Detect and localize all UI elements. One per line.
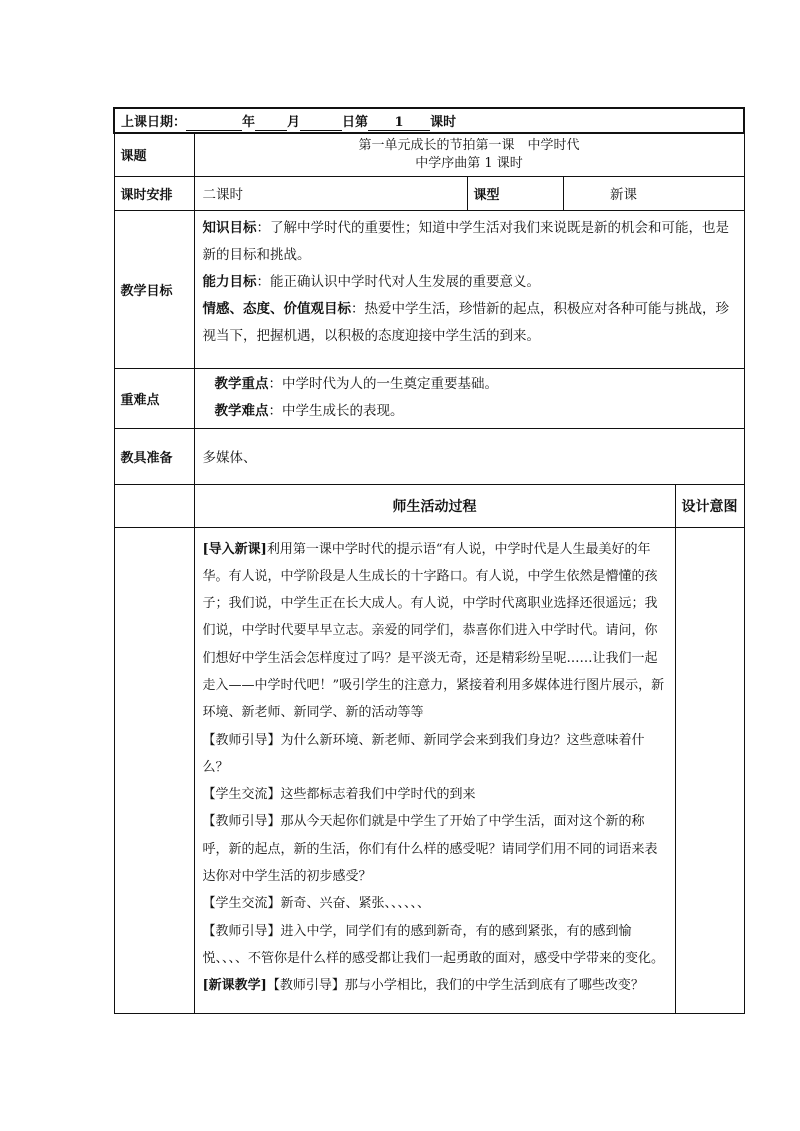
process-header: 师生活动过程 xyxy=(194,484,675,527)
emotion-goal: 情感、态度、价值观目标：热爱中学生活，珍惜新的起点，积极应对各种可能与挑战，珍视当下，把握机遇，以积极的态度迎接中学生活的到来。 xyxy=(202,300,729,344)
intent-content xyxy=(675,527,744,1013)
student-exchange-1: 【学生交流】这些都标志着我们中学时代的到来 xyxy=(202,787,476,803)
intro-paragraph: [导入新课]利用第一课中学时代的提示语“有人说，中学时代是人生最美好的年华。有人说，中学阶段是人生成长的十字路口。有人说，中学生依然是懵懂的孩子；我们说，中学生正在长大成人。有人说，中学时代离职业选择还很遥远；我们说，中学时代要早早立志。亲爱的同学们，恭喜你们进入中学时代。请问，你们想好中学生活会怎样度过了吗？是平淡无奇，还是精彩纷呈呢……让我们一起走入——中学时代吧！”吸引学生的注意力，紧接着利用多媒体进行图片展示，新环境、新老师、新同学、新的活动等等 xyxy=(202,541,665,721)
day-blank xyxy=(300,116,342,131)
period-label: 课时 xyxy=(430,114,457,130)
tools-value: 多媒体、 xyxy=(194,428,744,484)
goals-label: 教学目标 xyxy=(114,210,194,368)
new-lesson-paragraph: [新课教学]【教师引导】那与小学相比，我们的中学生活到底有了哪些改变？ xyxy=(202,978,644,994)
process-header-spacer xyxy=(114,484,194,527)
period-number: 1 xyxy=(368,115,430,131)
date-label: 上课日期： xyxy=(121,114,187,130)
teacher-guide-2: 【教师引导】那从今天起你们就是中学生了开始了中学生活，面对这个新的称呼，新的起点，新的生活，你们有什么样的感受呢？请同学们用不同的词语来表达你对中学生活的初步感受？ xyxy=(202,814,658,885)
year-blank xyxy=(186,116,242,131)
process-row xyxy=(114,527,744,1013)
topic-row xyxy=(114,133,744,176)
teacher-guide-3: 【教师引导】进入中学，同学们有的感到新奇，有的感到紧张，有的感到愉悦、、、、不管你是什么样的感受都让我们一起勇敢的面对，感受中学带来的变化。 xyxy=(202,923,665,966)
schedule-row xyxy=(114,176,744,210)
goals-row xyxy=(114,210,744,368)
year-label: 年 xyxy=(242,114,256,130)
difficulty-point: 教学难点：中学生成长的表现。 xyxy=(214,402,404,419)
date-cell xyxy=(114,108,744,133)
lesson-type-label: 课型 xyxy=(467,176,563,210)
day-label: 日第 xyxy=(342,114,369,130)
key-points-row xyxy=(114,368,744,428)
schedule-label: 课时安排 xyxy=(114,176,194,210)
intent-header: 设计意图 xyxy=(675,484,744,527)
ability-goal: 能力目标：能正确认识中学时代对人生发展的重要意义。 xyxy=(202,273,540,290)
topic-value xyxy=(194,133,744,176)
goals-content xyxy=(194,210,744,368)
tools-row xyxy=(114,428,744,484)
lesson-type-value: 新课 xyxy=(563,176,744,210)
process-spacer xyxy=(114,527,194,1013)
teacher-guide-1: 【教师引导】为什么新环境、新老师、新同学会来到我们身边？这些意味着什么？ xyxy=(202,732,645,775)
topic-label: 课题 xyxy=(114,133,194,176)
date-row xyxy=(114,108,744,133)
process-content xyxy=(194,527,675,1013)
process-header-row xyxy=(114,484,744,527)
key-points-label: 重难点 xyxy=(114,368,194,428)
month-label: 月 xyxy=(287,114,301,130)
schedule-value: 二课时 xyxy=(194,176,467,210)
key-points-content xyxy=(194,368,744,428)
focus-point: 教学重点：中学时代为人的一生奠定重要基础。 xyxy=(214,375,498,392)
topic-line-1: 第一单元成长的节拍第一课 中学时代 xyxy=(358,137,580,153)
lesson-plan-table xyxy=(113,107,745,1014)
tools-label: 教具准备 xyxy=(114,428,194,484)
topic-line-2: 中学序曲第 1 课时 xyxy=(415,155,523,171)
month-blank xyxy=(255,116,287,131)
knowledge-goal: 知识目标：了解中学时代的重要性；知道中学生活对我们来说既是新的机会和可能，也是新的目标和挑战。 xyxy=(202,219,729,263)
student-exchange-2: 【学生交流】新奇、兴奋、紧张、、、、、、 xyxy=(202,896,431,912)
